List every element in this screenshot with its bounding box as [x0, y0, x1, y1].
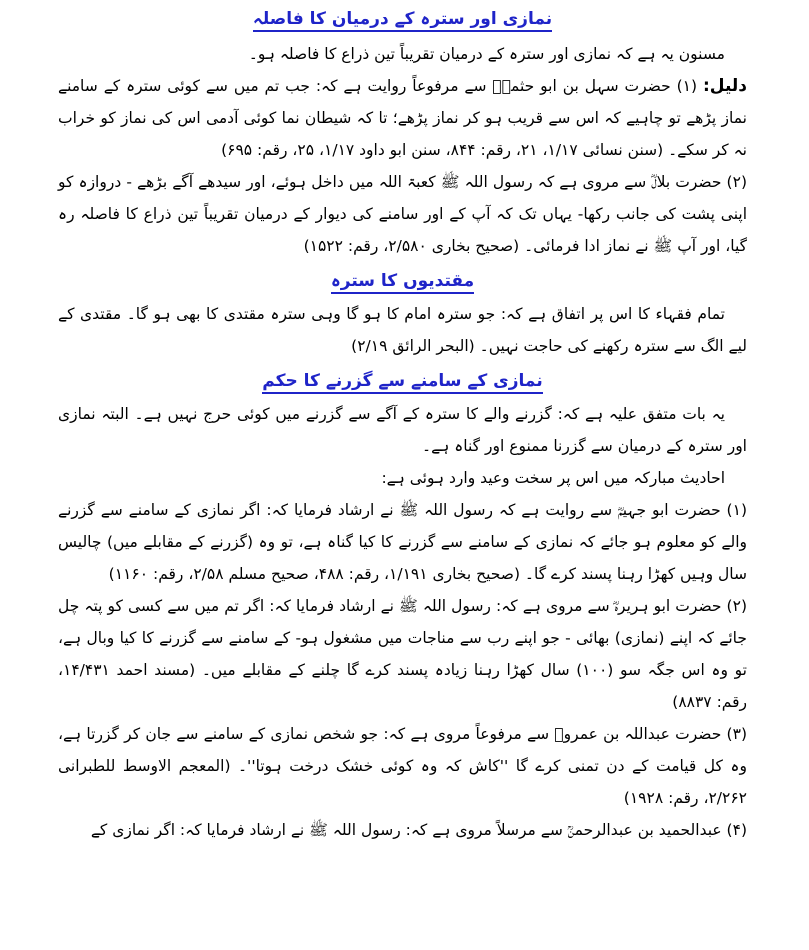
dalil-text-1: (۱) حضرت سہل بن ابو حثمہؓ سے مرفوعاً روایت ہے کہ: جب تم میں سے کوئی سترہ کے سامنے نماز پڑھے تو چاہیے کہ اس سے قریب ہو کر نماز پڑھے؛ تا کہ شیطان نما کوئی آدمی اس کی نماز کو خراب نہ کر سکے۔ (سنن نسائی ۱/۱۷، ۲۱، رقم: ۸۴۴، سنن ابو داود ۱/۱۷، ۲۵، رقم: ۶۹۵)	[58, 77, 747, 159]
document-page	[0, 4, 809, 950]
dalil-label: دلیل:	[702, 76, 747, 96]
hadith-intro-paragraph: احادیث مبارکہ میں اس پر سخت وعید وارد ہوئی ہے:	[381, 469, 725, 487]
passing-intro-paragraph: یہ بات متفق علیہ ہے کہ: گزرنے والے کا سترہ کے آگے سے گزرنے میں کوئی حرج نہیں ہے۔ البتہ نمازی اور سترہ کے درمیان سے گزرنا ممنوع اور گناہ ہے۔	[58, 405, 747, 455]
hadith-paragraph-4: (۴) عبدالحمید بن عبدالرحمنؒ سے مرسلاً مروی ہے کہ: رسول اللہ ﷺ نے ارشاد فرمایا کہ: اگر نمازی کے	[90, 821, 747, 839]
hadith-paragraph-3: (۳) حضرت عبداللہ بن عمروؓ سے مرفوعاً مروی ہے کہ: جو شخص نمازی کے سامنے سے جان کر گزرتا ہے، وہ کل قیامت کے دن تمنی کرے گا ''کاش کہ وہ کوئی خشک درخت ہوتا''۔ (المعجم الاوسط للطبرانی ۲/۲۶۲، رقم: ۱۹۲۸)	[58, 725, 747, 807]
section-heading-muqtadi	[58, 266, 747, 296]
hadith-paragraph-1: (۱) حضرت ابو جہیمؓ سے روایت ہے کہ رسول اللہ ﷺ نے ارشاد فرمایا کہ: اگر نمازی کے سامنے سے گزرنے والے کو معلوم ہو جائے کہ نمازی کے سامنے سے گزرنے کا کیا گناہ ہے، تو وہ (گزرنے کے مقابلے میں) چالیس سال وہیں کھڑا رہنا پسند کرے گا۔ (صحیح بخاری ۱/۱۹۱، رقم: ۴۸۸، صحیح مسلم ۲/۵۸، رقم: ۱۱۶۰)	[58, 501, 747, 583]
muqtadi-paragraph: تمام فقہاء کا اس پر اتفاق ہے کہ: جو سترہ امام کا ہو گا وہی سترہ مقتدی کا بھی ہو گا۔ مقتدی کے لیے الگ سے سترہ رکھنے کی حاجت نہیں۔ (البحر الرائق ۲/۱۹)	[58, 305, 747, 355]
hadith-paragraph-2: (۲) حضرت ابو ہریرہؓ سے مروی ہے کہ: رسول اللہ ﷺ نے ارشاد فرمایا کہ: اگر تم میں سے کسی کو پتہ چل جائے کہ اپنے (نمازی) بھائی - جو اپنے رب سے مناجات میں مشغول ہو- کے سامنے سے گزرنے کا کیا وبال ہے، تو وہ اس جگہ سو (۱۰۰) سال کھڑا رہنا زیادہ پسند کرے گا چلنے کے مقابلے میں۔ (مسند احمد ۱۴/۴۳۱، رقم: ۸۸۳۷)	[58, 597, 747, 711]
dalil-paragraph-2: (۲) حضرت بلالؓ سے مروی ہے کہ رسول اللہ ﷺ کعبۃ اللہ میں داخل ہوئے، اور سیدھے آگے بڑھے - دروازہ کو اپنی پشت کی جانب رکھا- یہاں تک کہ آپ کے اور سامنے کی دیوار کے درمیان تقریباً تین ذراع کا فاصلہ رہ گیا، اور آپ ﷺ نے نماز ادا فرمائی۔ (صحیح بخاری ۲/۵۸۰، رقم: ۱۵۲۲)	[58, 173, 747, 255]
dalil-paragraph-1	[58, 70, 747, 166]
section-heading-text: مقتدیوں کا سترہ	[331, 271, 474, 294]
section-heading-text: نمازی کے سامنے سے گزرنے کا حکم	[262, 371, 542, 394]
intro-paragraph: مسنون یہ ہے کہ نمازی اور سترہ کے درمیان تقریباً تین ذراع کا فاصلہ ہو۔	[248, 45, 725, 63]
section-heading-text: نمازی اور سترہ کے درمیان کا فاصلہ	[253, 9, 552, 32]
section-heading-passing	[58, 366, 747, 396]
section-heading-distance	[58, 4, 747, 34]
